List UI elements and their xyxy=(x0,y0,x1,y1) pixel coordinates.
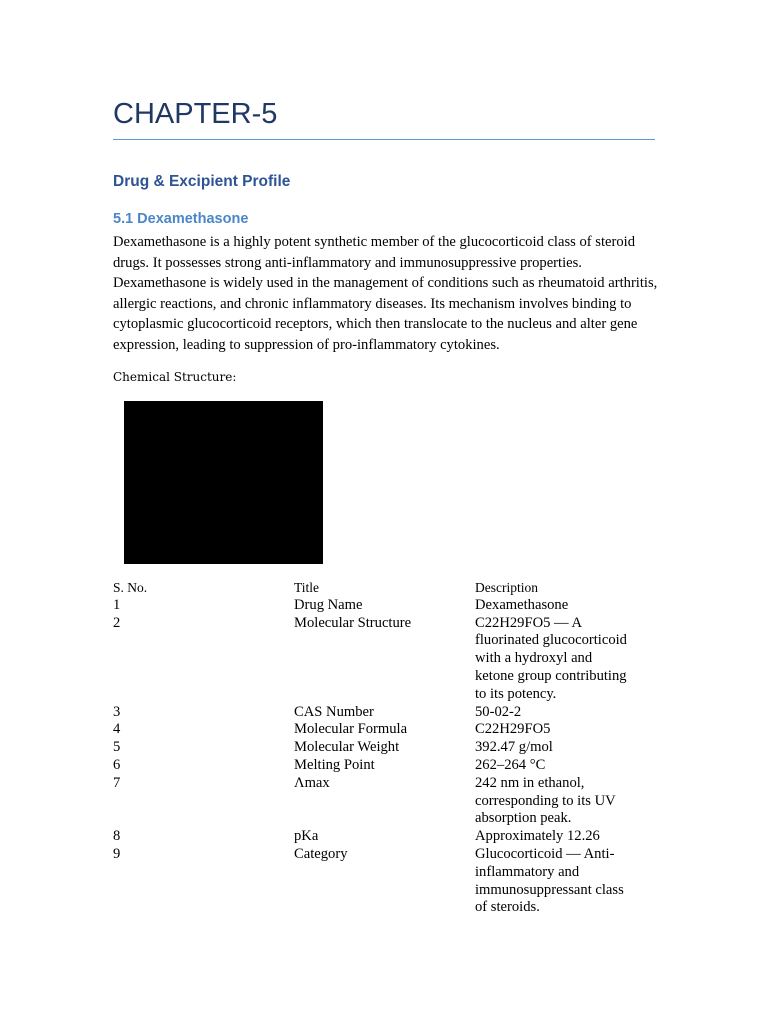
row-title: CAS Number xyxy=(294,703,374,720)
table-row xyxy=(113,775,658,828)
drug-description-paragraph: Dexamethasone is a highly potent synthetic member of the glucocorticoid class of steroid drugs. It possesses strong anti-inflammatory and immunosuppressive properties. Dexamethasone is widely used in the management of conditions such as rheumatoid arthritis, allergic reactions, and chronic inflammatory diseases. Its mechanism involves binding to cytoplasmic glucocorticoid receptors, which then translocate to the nucleus and alter gene expression, leading to suppression of pro-inflammatory cytokines. xyxy=(113,234,658,353)
drug-profile-table xyxy=(113,579,658,917)
table-row xyxy=(113,846,658,917)
table-row xyxy=(113,597,658,615)
row-title: Λmax xyxy=(294,774,330,791)
row-title: Melting Point xyxy=(294,756,375,773)
row-description: 50-02-2 xyxy=(475,703,522,720)
row-title: Molecular Formula xyxy=(294,721,408,738)
row-description: 392.47 g/mol xyxy=(475,739,553,756)
row-title: Drug Name xyxy=(294,596,363,613)
header-description: Description xyxy=(475,580,538,595)
header-sno: S. No. xyxy=(113,580,148,595)
title-divider xyxy=(113,139,655,140)
table-row xyxy=(113,828,658,846)
row-sno: 3 xyxy=(113,703,121,720)
row-sno: 9 xyxy=(113,845,121,862)
row-description: C22H29FO5 xyxy=(475,721,551,738)
table-header-row xyxy=(113,579,658,597)
row-sno: 2 xyxy=(113,614,121,631)
chapter-title: CHAPTER-5 xyxy=(113,98,278,130)
row-description: Approximately 12.26 xyxy=(475,828,600,845)
table-row xyxy=(113,704,658,722)
row-description: 262–264 °C xyxy=(475,756,546,773)
table-row xyxy=(113,757,658,775)
table-row xyxy=(113,739,658,757)
subsection-heading: 5.1 Dexamethasone xyxy=(113,211,249,227)
header-title: Title xyxy=(294,580,320,595)
row-title: Molecular Structure xyxy=(294,614,412,631)
row-sno: 7 xyxy=(113,774,121,791)
chemical-structure-label: Chemical Structure: xyxy=(113,370,237,384)
row-description: Dexamethasone xyxy=(475,596,569,613)
section-heading: Drug & Excipient Profile xyxy=(113,173,291,190)
row-description: 242 nm in ethanol, corresponding to its UV absorption peak. xyxy=(475,774,616,827)
table-row xyxy=(113,721,658,739)
row-description: Glucocorticoid — Anti-inflammatory and immunosuppressant class of steroids. xyxy=(475,845,624,916)
row-sno: 1 xyxy=(113,596,121,613)
row-sno: 4 xyxy=(113,721,121,738)
chemical-structure-image xyxy=(124,401,323,564)
row-sno: 8 xyxy=(113,828,121,845)
row-sno: 5 xyxy=(113,739,121,756)
row-title: Category xyxy=(294,845,348,862)
row-title: pKa xyxy=(294,828,319,845)
row-description: C22H29FO5 — A fluorinated glucocorticoid with a hydroxyl and ketone group contributing to its potency. xyxy=(475,614,627,702)
row-sno: 6 xyxy=(113,756,121,773)
table-row xyxy=(113,615,658,704)
row-title: Molecular Weight xyxy=(294,739,400,756)
